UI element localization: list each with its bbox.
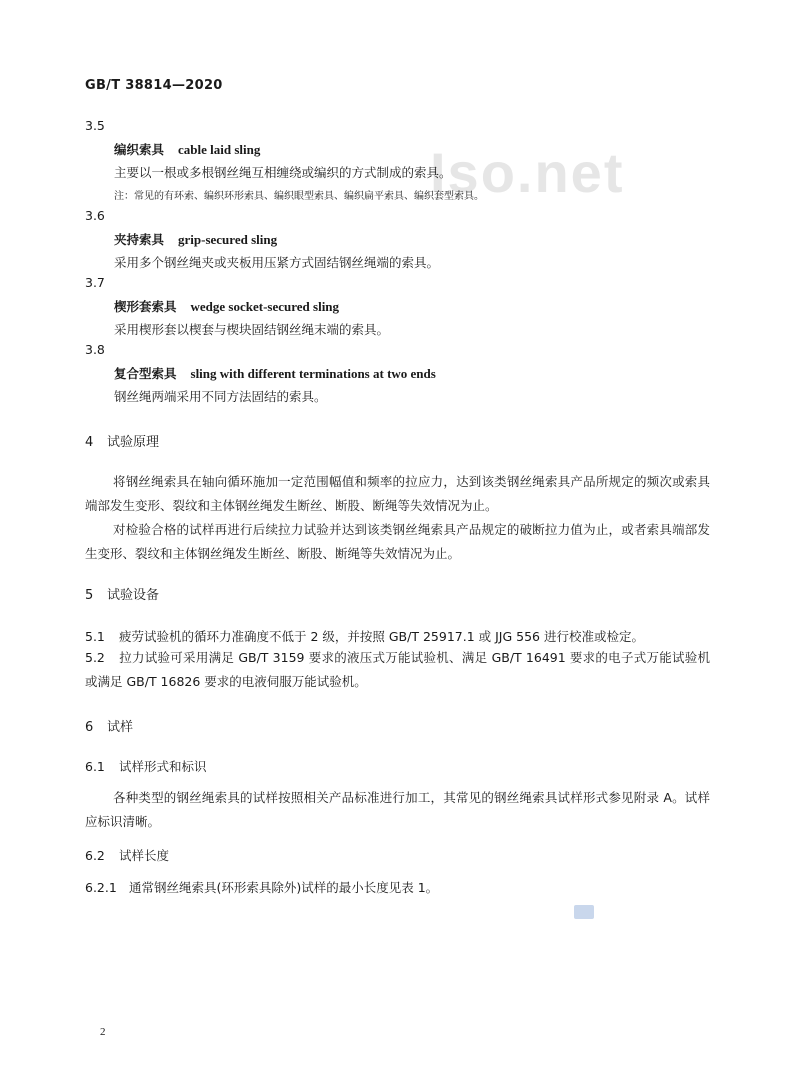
subsection-title: 试样长度 [119, 848, 170, 863]
term-cn: 夹持索具 [114, 232, 165, 247]
section-title: 试验原理 [107, 435, 160, 450]
subsection-number: 6.2 [85, 848, 105, 863]
watermark-badge-icon [574, 905, 594, 919]
term-heading [114, 364, 436, 382]
term-heading [114, 230, 277, 248]
clause-number: 6.2.1 [85, 880, 117, 895]
clause-text: 通常钢丝绳索具(环形索具除外)试样的最小长度见表 1。 [129, 880, 439, 895]
clause-text: 疲劳试验机的循环力准确度不低于 2 级，并按照 GB/T 25917.1 或 JJG 556 进行校准或检定。 [119, 629, 644, 644]
term-cn: 编织索具 [114, 142, 165, 157]
term-definition: 采用多个钢丝绳夹或夹板用压紧方式固结钢丝绳端的索具。 [114, 255, 440, 270]
term-en: grip-secured sling [178, 232, 278, 247]
clause-number: 3.5 [85, 118, 105, 133]
subsection-number: 6.1 [85, 759, 105, 774]
term-definition: 采用楔形套以楔套与楔块固结钢丝绳末端的索具。 [114, 322, 390, 337]
term-note: 注：常见的有环索、编织环形索具、编织眼型索具、编织扁平索具、编织套型索具。 [114, 191, 484, 202]
term-en: wedge socket-secured sling [190, 299, 340, 314]
clause-number: 3.8 [85, 342, 105, 357]
term-cn: 复合型索具 [114, 366, 177, 381]
paragraph: 对检验合格的试样再进行后续拉力试验并达到该类钢丝绳索具产品规定的破断拉力值为止，或者索具端部发生变形、裂纹和主体钢丝绳发生断丝、断股、断绳等失效情况为止。 [85, 522, 710, 561]
paragraph: 将钢丝绳索具在轴向循环施加一定范围幅值和频率的拉应力，达到该类钢丝绳索具产品所规定的频次或索具端部发生变形、裂纹和主体钢丝绳发生断丝、断股、断绳等失效情况为止。 [85, 474, 710, 513]
term-definition: 主要以一根或多根钢丝绳互相缠绕或编织的方式制成的索具。 [114, 165, 452, 180]
clause-number: 5.2 [85, 650, 105, 665]
section-heading [85, 431, 159, 450]
term-cn: 楔形套索具 [114, 299, 177, 314]
clause-text: 拉力试验可采用满足 GB/T 3159 要求的液压式万能试验机、满足 GB/T 16491 要求的电子式万能试验机或满足 GB/T 16826 要求的电液伺服万能试验机。 [85, 650, 710, 689]
section-title: 试样 [107, 720, 134, 735]
clause [85, 646, 710, 694]
paragraph: 各种类型的钢丝绳索具的试样按照相关产品标准进行加工，其常见的钢丝绳索具试样形式参见附录 A。试样应标识清晰。 [85, 790, 710, 829]
subsection-heading [85, 846, 169, 864]
section-heading [85, 584, 159, 603]
section-number: 5 [85, 588, 94, 603]
clause-number: 3.6 [85, 208, 105, 223]
section-heading [85, 716, 133, 735]
term-definition: 钢丝绳两端采用不同方法固结的索具。 [114, 389, 327, 404]
term-en: cable laid sling [178, 142, 261, 157]
section-number: 6 [85, 720, 94, 735]
page-number: 2 [100, 1026, 106, 1038]
clause [85, 878, 438, 896]
clause-number: 5.1 [85, 629, 105, 644]
standard-header: GB/T 38814—2020 [85, 78, 223, 93]
term-heading [114, 297, 339, 315]
section-number: 4 [85, 435, 94, 450]
subsection-title: 试样形式和标识 [119, 759, 207, 774]
term-en: sling with different terminations at two ends [190, 366, 436, 381]
clause-number: 3.7 [85, 275, 105, 290]
watermark: Iso.net [430, 141, 625, 204]
clause [85, 627, 644, 645]
section-title: 试验设备 [107, 588, 160, 603]
subsection-heading [85, 757, 207, 775]
term-heading [114, 140, 260, 158]
